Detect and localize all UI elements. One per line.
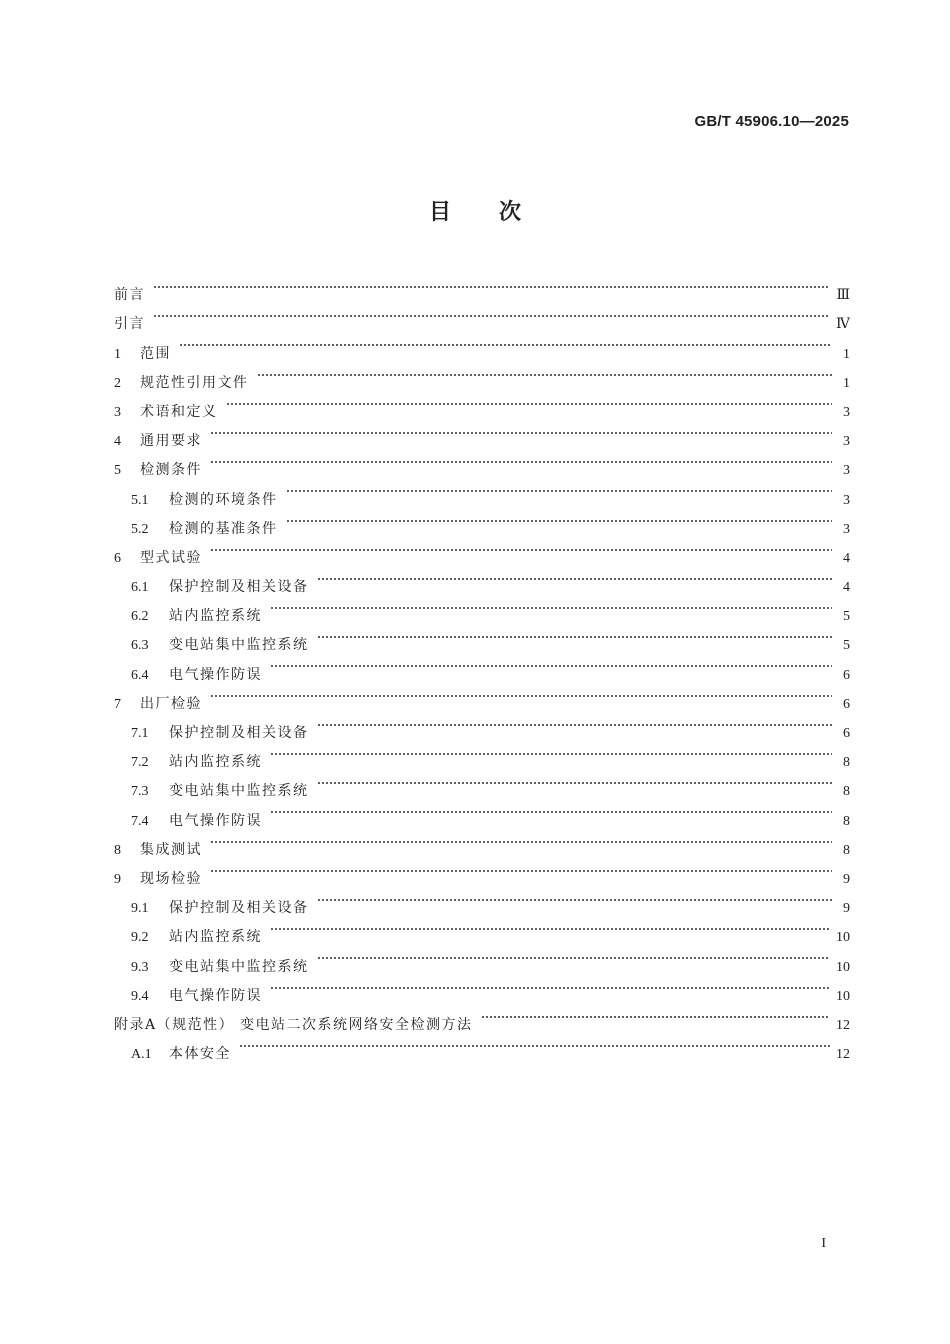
dot-leader bbox=[153, 299, 830, 328]
toc-entry[interactable] bbox=[114, 358, 850, 391]
dot-leader bbox=[270, 649, 832, 678]
page-title: 目次 bbox=[428, 200, 569, 225]
dot-leader bbox=[210, 679, 832, 708]
toc-entry-number: 3 bbox=[114, 404, 121, 420]
toc-entry[interactable] bbox=[114, 533, 850, 566]
toc-entry-page: 3 bbox=[843, 492, 850, 508]
toc-entry-title: 附录A（规范性） 变电站二次系统网络安全检测方法 bbox=[114, 1016, 473, 1033]
toc-entry-title: 前言 bbox=[114, 287, 145, 304]
toc-entry-number: 7.2 bbox=[131, 755, 149, 771]
toc-entry-page: 9 bbox=[843, 901, 850, 917]
toc-entry-page: 3 bbox=[843, 434, 850, 450]
toc-entry-number: A.1 bbox=[131, 1047, 152, 1063]
toc-entry-number: 7.4 bbox=[131, 813, 149, 829]
toc-entry-title: 检测的环境条件 bbox=[169, 491, 278, 508]
dot-leader bbox=[210, 416, 832, 445]
toc-entry-title: 站内监控系统 bbox=[169, 929, 262, 946]
toc-entry-page: 8 bbox=[843, 784, 850, 800]
toc-entry[interactable] bbox=[114, 445, 850, 479]
toc-entry-page: Ⅳ bbox=[836, 317, 850, 333]
dot-leader bbox=[270, 971, 830, 1000]
toc-entry[interactable] bbox=[114, 825, 850, 858]
toc-entry-page: 12 bbox=[836, 1047, 850, 1063]
dot-leader bbox=[317, 620, 833, 649]
toc-entry-page: 6 bbox=[843, 696, 850, 712]
dot-leader bbox=[270, 737, 832, 766]
dot-leader bbox=[153, 270, 830, 299]
toc-entry-title: 站内监控系统 bbox=[169, 754, 262, 771]
toc-entry-number: 7 bbox=[114, 696, 121, 712]
toc-entry-title: 保护控制及相关设备 bbox=[169, 900, 309, 917]
toc-entry-number: 6 bbox=[114, 550, 121, 566]
toc-entry-number: 1 bbox=[114, 346, 121, 362]
dot-leader bbox=[210, 825, 832, 854]
toc-entry-number: 9.1 bbox=[131, 901, 149, 917]
toc-entry-title: 电气操作防误 bbox=[169, 812, 262, 829]
toc-entry-title: 电气操作防误 bbox=[169, 987, 262, 1004]
toc-entry-page: 3 bbox=[843, 404, 850, 420]
toc-entry-number: 7.3 bbox=[131, 784, 149, 800]
toc-entry-number: 5 bbox=[114, 463, 121, 479]
dot-leader bbox=[270, 591, 832, 620]
toc-entry-page: 6 bbox=[843, 726, 850, 741]
toc-entry-title: 变电站集中监控系统 bbox=[169, 783, 309, 800]
toc-entry-title: 现场检验 bbox=[140, 870, 202, 887]
toc-entry-page: 8 bbox=[843, 813, 850, 829]
toc-entry-title: 引言 bbox=[114, 316, 145, 333]
toc-entry-title: 通用要求 bbox=[140, 433, 202, 450]
toc-entry-title: 站内监控系统 bbox=[169, 608, 262, 625]
toc-entry-page: 10 bbox=[836, 930, 850, 946]
toc-entry-title: 保护控制及相关设备 bbox=[169, 579, 309, 596]
toc-entry-page: Ⅲ bbox=[836, 288, 850, 304]
toc-entry-number: 9.4 bbox=[131, 988, 149, 1004]
toc-entry-number: 8 bbox=[114, 842, 121, 858]
toc-entry-number: 6.4 bbox=[131, 667, 149, 683]
toc-entry-number: 5.1 bbox=[131, 492, 149, 508]
toc-entry-page: 5 bbox=[843, 609, 850, 625]
toc-entry-title: 保护控制及相关设备 bbox=[169, 725, 309, 741]
standard-number: GB/T 45906.10—2025 bbox=[694, 113, 849, 130]
toc-entry[interactable] bbox=[114, 270, 850, 304]
toc-entry-page: 5 bbox=[843, 638, 850, 654]
table-of-contents bbox=[114, 270, 850, 1063]
toc-entry-page: 1 bbox=[843, 346, 850, 362]
dot-leader bbox=[317, 766, 833, 795]
toc-entry-title: 本体安全 bbox=[169, 1046, 231, 1063]
toc-entry-page: 6 bbox=[843, 667, 850, 683]
toc-entry-title: 集成测试 bbox=[140, 841, 202, 858]
toc-entry-page: 1 bbox=[843, 375, 850, 391]
dot-leader bbox=[270, 795, 832, 824]
toc-entry-title: 变电站集中监控系统 bbox=[169, 958, 309, 975]
toc-entry[interactable] bbox=[114, 883, 850, 917]
toc-entry[interactable] bbox=[114, 708, 850, 741]
toc-entry-page: 10 bbox=[836, 959, 850, 975]
dot-leader bbox=[317, 562, 833, 591]
toc-entry[interactable] bbox=[114, 562, 850, 596]
toc-entry-title: 型式试验 bbox=[140, 549, 202, 566]
toc-entry-number: 6.2 bbox=[131, 609, 149, 625]
dot-leader bbox=[210, 533, 832, 562]
toc-entry-page: 8 bbox=[843, 755, 850, 771]
toc-entry-number: 7.1 bbox=[131, 726, 149, 741]
toc-entry-page: 3 bbox=[843, 463, 850, 479]
dot-leader bbox=[317, 708, 833, 737]
dot-leader bbox=[286, 504, 833, 533]
toc-entry-title: 术语和定义 bbox=[140, 403, 218, 420]
toc-entry[interactable] bbox=[114, 679, 850, 712]
toc-entry-number: 5.2 bbox=[131, 521, 149, 537]
toc-entry-title: 范围 bbox=[140, 345, 171, 362]
toc-entry-title: 电气操作防误 bbox=[169, 666, 262, 683]
toc-entry-title: 检测的基准条件 bbox=[169, 520, 278, 537]
toc-entry[interactable] bbox=[114, 328, 850, 362]
dot-leader bbox=[481, 1000, 830, 1029]
toc-entry-page: 9 bbox=[843, 871, 850, 887]
dot-leader bbox=[226, 387, 833, 416]
toc-entry-title: 规范性引用文件 bbox=[140, 374, 249, 391]
toc-entry-page: 3 bbox=[843, 521, 850, 537]
dot-leader bbox=[286, 474, 833, 503]
dot-leader bbox=[270, 912, 830, 941]
dot-leader bbox=[257, 358, 833, 387]
dot-leader bbox=[239, 1029, 830, 1058]
dot-leader bbox=[317, 883, 833, 912]
toc-entry-number: 9.3 bbox=[131, 959, 149, 975]
toc-entry-title: 检测条件 bbox=[140, 462, 202, 479]
toc-entry-title: 出厂检验 bbox=[140, 695, 202, 712]
toc-entry-page: 4 bbox=[843, 550, 850, 566]
toc-entry-number: 6.3 bbox=[131, 638, 149, 654]
toc-entry-page: 10 bbox=[836, 988, 850, 1004]
dot-leader bbox=[317, 941, 831, 970]
toc-entry-number: 6.1 bbox=[131, 580, 149, 596]
toc-entry[interactable] bbox=[114, 416, 850, 450]
dot-leader bbox=[210, 854, 832, 883]
toc-entry[interactable] bbox=[114, 299, 850, 333]
toc-entry-page: 12 bbox=[836, 1017, 850, 1033]
toc-entry-number: 4 bbox=[114, 434, 121, 450]
dot-leader bbox=[179, 328, 832, 357]
toc-entry-number: 9.2 bbox=[131, 930, 149, 946]
toc-entry[interactable] bbox=[114, 474, 850, 508]
toc-entry-title: 变电站集中监控系统 bbox=[169, 637, 309, 654]
toc-entry-number: 2 bbox=[114, 375, 121, 391]
page-number: I bbox=[821, 1236, 826, 1251]
toc-entry-page: 4 bbox=[843, 580, 850, 596]
toc-entry-number: 9 bbox=[114, 871, 121, 887]
toc-entry-page: 8 bbox=[843, 842, 850, 858]
dot-leader bbox=[210, 445, 832, 474]
toc-entry[interactable] bbox=[114, 854, 850, 887]
